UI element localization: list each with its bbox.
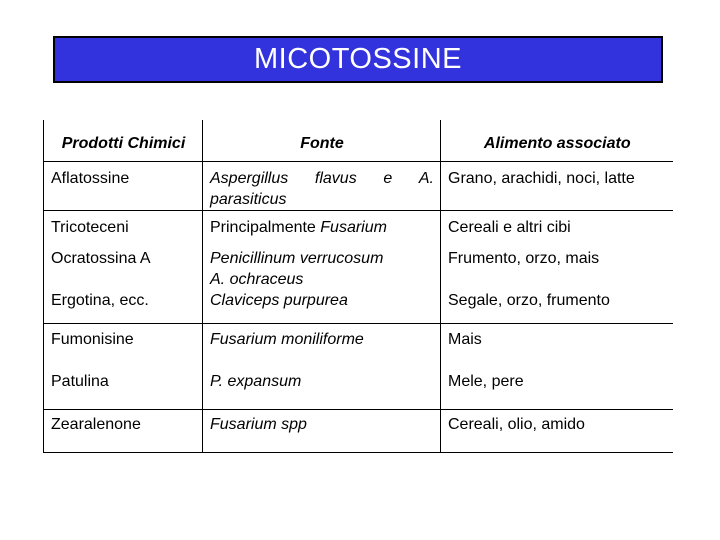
source-line	[210, 168, 434, 189]
table-row	[44, 162, 673, 211]
source-word: flavus	[314, 170, 357, 187]
product-cell: Ergotina, ecc.	[44, 290, 203, 324]
food-cell: Segale, orzo, frumento	[441, 290, 673, 324]
product-cell: Patulina	[44, 366, 203, 410]
header-food: Alimento associato	[441, 120, 673, 162]
table-row	[44, 248, 673, 290]
food-cell: Grano, arachidi, noci, latte	[441, 162, 673, 211]
table-row	[44, 410, 673, 453]
food-cell: Cereali, olio, amido	[441, 410, 673, 453]
product-cell: Tricoteceni	[44, 211, 203, 249]
source-cell	[203, 162, 441, 211]
food-cell: Mais	[441, 324, 673, 367]
source-word: Aspergillus	[210, 170, 289, 187]
table-header-row	[44, 120, 673, 162]
source-cell	[203, 248, 441, 290]
table-row	[44, 290, 673, 324]
page-title: MICOTOSSINE	[254, 43, 462, 75]
title-banner	[53, 36, 663, 83]
header-products: Prodotti Chimici	[44, 120, 203, 162]
product-cell: Fumonisine	[44, 324, 203, 367]
mycotoxin-table	[43, 120, 672, 453]
food-cell: Mele, pere	[441, 366, 673, 410]
table-row	[44, 324, 673, 367]
product-cell: Zearalenone	[44, 410, 203, 453]
food-cell: Frumento, orzo, mais	[441, 248, 673, 290]
source-line: Penicillinum verrucosum	[210, 250, 384, 267]
source-prefix: Principalmente	[210, 219, 321, 236]
source-cell	[203, 211, 441, 249]
source-line: parasiticus	[210, 191, 287, 208]
source-italic: Fusarium	[320, 219, 387, 236]
source-cell: P. expansum	[203, 366, 441, 410]
product-cell: Aflatossine	[44, 162, 203, 211]
source-line: A. ochraceus	[210, 271, 304, 288]
table-row	[44, 211, 673, 249]
source-cell: Claviceps purpurea	[203, 290, 441, 324]
source-word: A.	[418, 170, 434, 187]
header-source: Fonte	[203, 120, 441, 162]
food-cell: Cereali e altri cibi	[441, 211, 673, 249]
product-cell: Ocratossina A	[44, 248, 203, 290]
source-cell: Fusarium moniliforme	[203, 324, 441, 367]
source-word: e	[383, 170, 393, 187]
source-cell: Fusarium spp	[203, 410, 441, 453]
table-row	[44, 366, 673, 410]
